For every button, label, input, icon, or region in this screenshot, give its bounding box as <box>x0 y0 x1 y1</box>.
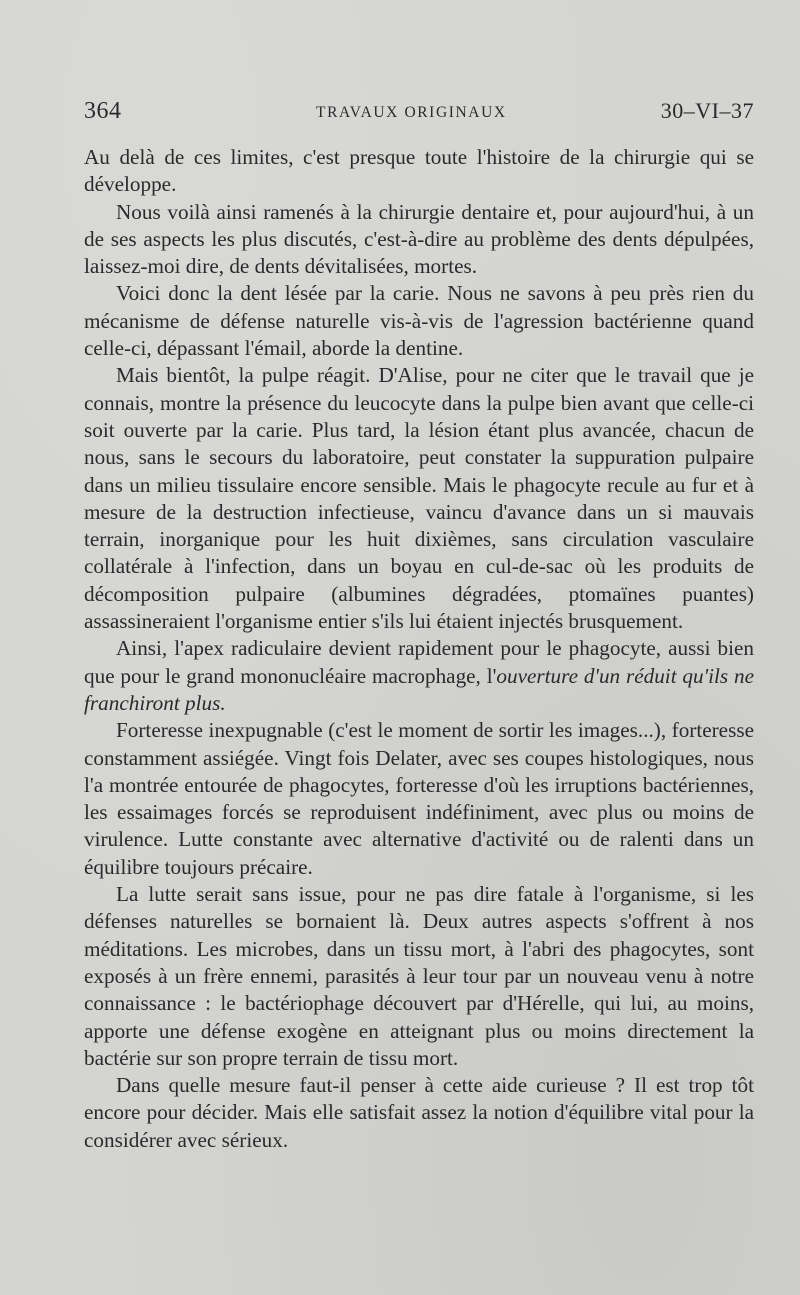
paragraph-8: Dans quelle mesure faut-il penser à cette aide curieuse ? Il est trop tôt encore pour décider. Mais elle satisfait assez la notion d'équilibre vital pour la considérer avec sérieux. <box>84 1073 754 1152</box>
paragraph-3: Voici donc la dent lésée par la carie. Nous ne savons à peu près rien du mécanisme de défense naturelle vis-à-vis de l'agression bactérienne quand celle-ci, dépassant l'émail, aborde la dentine. <box>84 281 754 361</box>
paragraph-5-italic: ouverture d'un réduit qu'ils ne franchiront plus. <box>84 663 754 715</box>
paragraph-5-roman: Ainsi, l'apex radiculaire devient rapidement pour le phagocyte, aussi bien que pour le grand mononucléaire macrophage, l' <box>84 636 754 688</box>
paragraph-4: Mais bientôt, la pulpe réagit. D'Alise, pour ne citer que le travail que je connais, montre la présence du leucocyte dans la pulpe bien avant que celle-ci soit ouverte par la carie. Plus tard, la lésion étant plus avancée, chacun de nous, sans le secours du laboratoire, peut constater la suppuration pulpaire dans un milieu tissulaire encore sensible. Mais le phagocyte recule au fur et à mesure de la destruction infectieuse, vaincu d'avance dans un si mauvais terrain, inorganique pour les huit dixièmes, sans circulation vasculaire collatérale à l'infection, dans un boyau en cul-de-sac où les produits de décomposition pulpaire (albumines dégradées, ptomaïnes puantes) assassineraient l'organisme entier s'ils lui étaient injectés brusquement. <box>84 363 754 634</box>
paragraph-7: La lutte serait sans issue, pour ne pas dire fatale à l'organisme, si les défenses naturelles se bornaient là. Deux autres aspects s'offrent à nos méditations. Les microbes, dans un tissu mort, à l'abri des phagocytes, sont exposés à un frère ennemi, parasités à leur tour par un nouveau venu à notre connaissance : le bactériophage découvert par d'Hérelle, qui lui, au moins, apporte une défense exogène en atteignant plus ou moins directement la bactérie sur son propre terrain de tissu mort. <box>84 882 754 1070</box>
paragraph-2: Nous voilà ainsi ramenés à la chirurgie dentaire et, pour aujourd'hui, à un de ses aspects les plus discutés, c'est-à-dire au problème des dents dépulpées, laissez-moi dire, de dents dévitalisées, mortes. <box>84 199 754 279</box>
body-text <box>84 144 754 1154</box>
paragraph-5 <box>84 635 754 717</box>
paragraph-6: Forteresse inexpugnable (c'est le moment de sortir les images...), forteresse constamment assiégée. Vingt fois Delater, avec ses coupes histologiques, nous l'a montrée entourée de phagocytes, forteresse d'où les irruptions bactériennes, les essaimages forcés se reproduisent indéfiniment, avec plus ou moins de virulence. Lutte constante avec alternative d'activité ou de ralenti dans un équilibre toujours précaire. <box>84 718 754 879</box>
running-head: TRAVAUX ORIGINAUX <box>316 104 507 121</box>
page-header <box>84 98 754 132</box>
page-number: 364 <box>84 98 122 124</box>
issue-date: 30–VI–37 <box>660 98 754 123</box>
paragraph-1: Au delà de ces limites, c'est presque toute l'histoire de la chirurgie qui se développe. <box>84 145 754 197</box>
